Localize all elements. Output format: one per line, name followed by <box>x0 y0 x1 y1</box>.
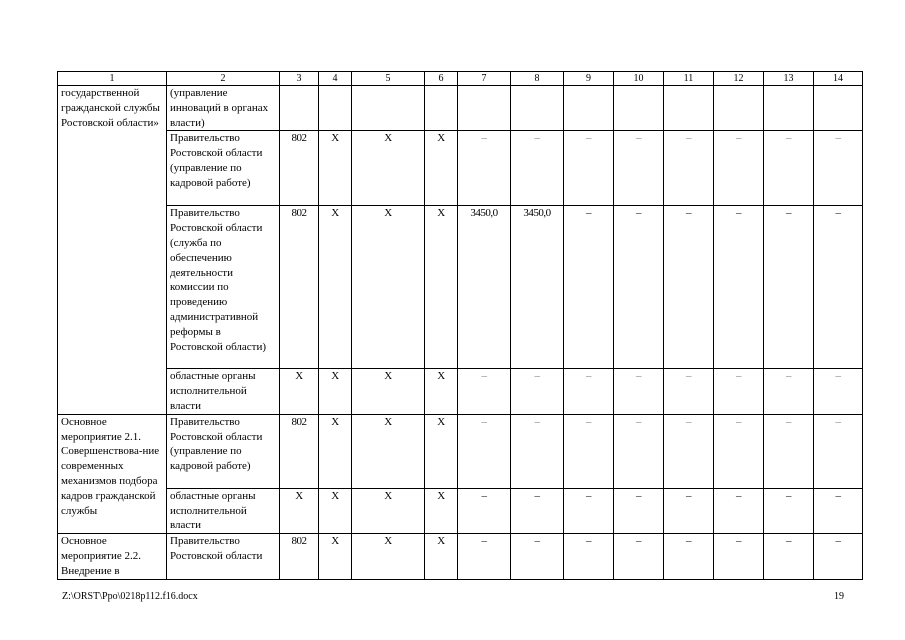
activity-name-cell: Основное мероприятие 2.2. Внедрение в <box>58 534 167 580</box>
value-cell-col9: – <box>564 534 614 580</box>
executor-cell: (управление инноваций в органах власти) <box>167 86 280 131</box>
value-cell-col13: – <box>764 414 814 488</box>
value-cell-col10: – <box>614 488 664 533</box>
column-header-11: 11 <box>664 72 714 86</box>
executor-cell: Правительство Ростовской области <box>167 534 280 580</box>
value-cell-col14: – <box>814 414 863 488</box>
value-cell-col14 <box>814 86 863 131</box>
value-cell-col9: – <box>564 414 614 488</box>
value-cell-col5: Х <box>352 206 425 369</box>
value-cell-col14: – <box>814 369 863 414</box>
value-cell-col3: Х <box>280 488 319 533</box>
footer-file-path: Z:\ORST\Ppo\0218p112.f16.docx <box>62 591 198 602</box>
column-header-13: 13 <box>764 72 814 86</box>
column-header-9: 9 <box>564 72 614 86</box>
value-cell-col5 <box>352 86 425 131</box>
value-cell-col6: Х <box>425 488 458 533</box>
value-cell-col5: Х <box>352 414 425 488</box>
value-cell-col3: 802 <box>280 131 319 206</box>
value-cell-col4: Х <box>319 131 352 206</box>
value-cell-col11: – <box>664 488 714 533</box>
value-cell-col4: Х <box>319 206 352 369</box>
value-cell-col12: – <box>714 369 764 414</box>
table-row <box>58 86 863 131</box>
value-cell-col11: – <box>664 414 714 488</box>
value-cell-col14: – <box>814 131 863 206</box>
column-header-4: 4 <box>319 72 352 86</box>
column-header-10: 10 <box>614 72 664 86</box>
value-cell-col12: – <box>714 206 764 369</box>
value-cell-col12: – <box>714 534 764 580</box>
value-cell-col14: – <box>814 488 863 533</box>
column-header-2: 2 <box>167 72 280 86</box>
value-cell-col8: – <box>511 488 564 533</box>
value-cell-col13 <box>764 86 814 131</box>
value-cell-col7: – <box>458 414 511 488</box>
value-cell-col10 <box>614 86 664 131</box>
value-cell-col11 <box>664 86 714 131</box>
value-cell-col12: – <box>714 488 764 533</box>
value-cell-col8 <box>511 86 564 131</box>
budget-table <box>57 71 863 580</box>
executor-cell: Правительство Ростовской области (управление по кадровой работе) <box>167 414 280 488</box>
value-cell-col13: – <box>764 369 814 414</box>
column-header-7: 7 <box>458 72 511 86</box>
value-cell-col7: – <box>458 131 511 206</box>
value-cell-col12: – <box>714 414 764 488</box>
value-cell-col10: – <box>614 414 664 488</box>
value-cell-col5: Х <box>352 488 425 533</box>
value-cell-col9: – <box>564 131 614 206</box>
value-cell-col10: – <box>614 131 664 206</box>
value-cell-col9: – <box>564 206 614 369</box>
value-cell-col10: – <box>614 369 664 414</box>
value-cell-col11: – <box>664 206 714 369</box>
value-cell-col5: Х <box>352 534 425 580</box>
column-header-5: 5 <box>352 72 425 86</box>
value-cell-col8: – <box>511 534 564 580</box>
value-cell-col5: Х <box>352 369 425 414</box>
value-cell-col8: – <box>511 131 564 206</box>
value-cell-col10: – <box>614 534 664 580</box>
value-cell-col7 <box>458 86 511 131</box>
executor-cell: Правительство Ростовской области (управление по кадровой работе) <box>167 131 280 206</box>
table-row <box>58 414 863 488</box>
column-header-6: 6 <box>425 72 458 86</box>
column-header-14: 14 <box>814 72 863 86</box>
value-cell-col3: Х <box>280 369 319 414</box>
value-cell-col4: Х <box>319 488 352 533</box>
value-cell-col13: – <box>764 131 814 206</box>
value-cell-col4: Х <box>319 369 352 414</box>
table-row <box>58 369 863 414</box>
value-cell-col11: – <box>664 369 714 414</box>
value-cell-col4 <box>319 86 352 131</box>
value-cell-col7: – <box>458 369 511 414</box>
value-cell-col13: – <box>764 488 814 533</box>
value-cell-col3: 802 <box>280 206 319 369</box>
column-header-12: 12 <box>714 72 764 86</box>
value-cell-col11: – <box>664 534 714 580</box>
value-cell-col6 <box>425 86 458 131</box>
page-number: 19 <box>834 591 844 602</box>
value-cell-col9: – <box>564 369 614 414</box>
value-cell-col14: – <box>814 206 863 369</box>
column-header-1: 1 <box>58 72 167 86</box>
column-header-8: 8 <box>511 72 564 86</box>
value-cell-col6: Х <box>425 131 458 206</box>
executor-cell: Правительство Ростовской области (служба по обеспечению деятельности комиссии по проведению административной реформы в Ростовской области) <box>167 206 280 369</box>
value-cell-col7: – <box>458 488 511 533</box>
value-cell-col6: Х <box>425 534 458 580</box>
value-cell-col9: – <box>564 488 614 533</box>
value-cell-col6: Х <box>425 414 458 488</box>
value-cell-col13: – <box>764 206 814 369</box>
table-row <box>58 131 863 206</box>
table-row <box>58 488 863 533</box>
value-cell-col6: Х <box>425 206 458 369</box>
executor-cell: областные органы исполнительной власти <box>167 369 280 414</box>
value-cell-col7: 3450,0 <box>458 206 511 369</box>
executor-cell: областные органы исполнительной власти <box>167 488 280 533</box>
table-row <box>58 206 863 369</box>
value-cell-col12 <box>714 86 764 131</box>
value-cell-col11: – <box>664 131 714 206</box>
activity-name-cell: Основное мероприятие 2.1. Совершенствова-ние современных механизмов подбора кадров гражданской службы <box>58 414 167 533</box>
value-cell-col12: – <box>714 131 764 206</box>
column-header-3: 3 <box>280 72 319 86</box>
value-cell-col9 <box>564 86 614 131</box>
table-header-row <box>58 72 863 86</box>
value-cell-col14: – <box>814 534 863 580</box>
value-cell-col6: Х <box>425 369 458 414</box>
value-cell-col5: Х <box>352 131 425 206</box>
value-cell-col10: – <box>614 206 664 369</box>
value-cell-col4: Х <box>319 534 352 580</box>
value-cell-col13: – <box>764 534 814 580</box>
value-cell-col4: Х <box>319 414 352 488</box>
value-cell-col3 <box>280 86 319 131</box>
activity-name-cell: государственной гражданской службы Ростовской области» <box>58 86 167 415</box>
value-cell-col3: 802 <box>280 414 319 488</box>
table-row <box>58 534 863 580</box>
value-cell-col8: 3450,0 <box>511 206 564 369</box>
value-cell-col8: – <box>511 414 564 488</box>
value-cell-col8: – <box>511 369 564 414</box>
value-cell-col3: 802 <box>280 534 319 580</box>
value-cell-col7: – <box>458 534 511 580</box>
